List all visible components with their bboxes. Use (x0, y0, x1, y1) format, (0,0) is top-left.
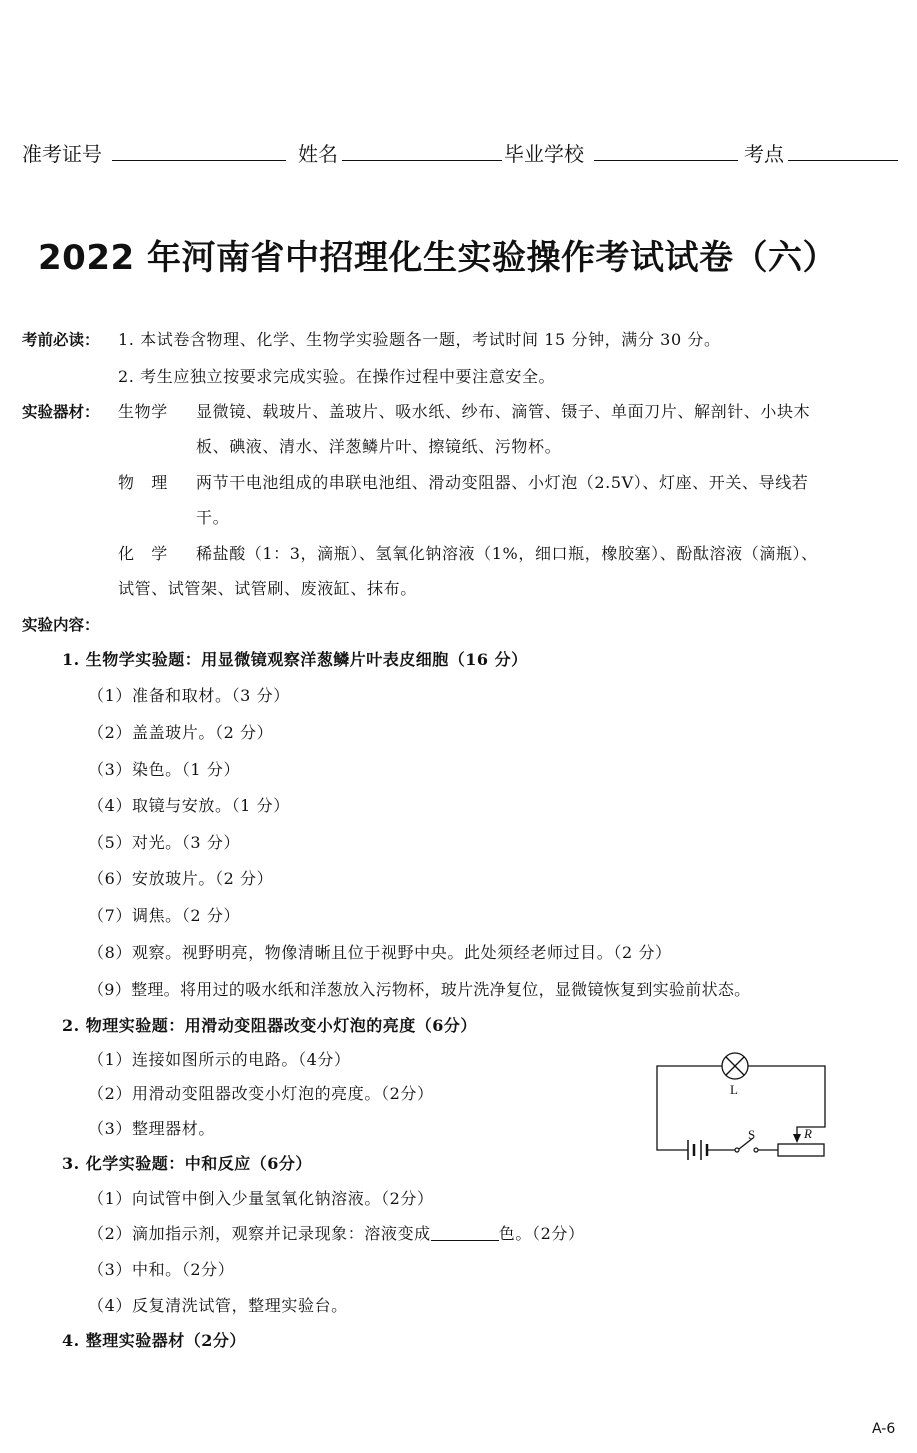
site-label: 考点 (744, 142, 784, 166)
school-label: 毕业学校 (504, 142, 584, 166)
lamp-icon (722, 1053, 748, 1079)
physics-label: 物 理 (118, 473, 168, 492)
page-title: 2022 年河南省中招理化生实验操作考试试卷（六） (38, 238, 837, 278)
q2-title: 2. 物理实验题：用滑动变阻器改变小灯泡的亮度（6分） (62, 1016, 477, 1035)
switch-label: S (748, 1127, 756, 1142)
site-field[interactable] (788, 160, 898, 161)
q1-step: （6）安放玻片。（2 分） (88, 869, 274, 888)
school-field[interactable] (594, 160, 738, 161)
exam-id-field[interactable] (112, 160, 286, 161)
wire (657, 1066, 722, 1150)
circuit-diagram (650, 1048, 835, 1164)
biology-equipment: 显微镜、载玻片、盖玻片、吸水纸、纱布、滴管、镊子、单面刀片、解剖针、小块木 (196, 402, 811, 421)
battery-icon (688, 1140, 707, 1160)
q1-step: （1）准备和取材。（3 分） (88, 686, 290, 705)
q3-title: 3. 化学实验题：中和反应（6分） (62, 1154, 312, 1173)
exam-id-label: 准考证号 (22, 142, 102, 166)
q3-step: （1）向试管中倒入少量氢氧化钠溶液。（2分） (88, 1189, 434, 1208)
q3-step: （4）反复清洗试管，整理实验台。 (88, 1296, 348, 1315)
chemistry-equipment: 试管、试管架、试管刷、废液缸、抹布。 (118, 579, 417, 598)
name-field[interactable] (342, 160, 502, 161)
physics-equipment: 干。 (196, 508, 230, 527)
q2-step: （1）连接如图所示的电路。（4分） (88, 1050, 351, 1069)
q1-step: （7）调焦。（2 分） (88, 906, 241, 925)
q1-step: （9）整理。将用过的吸水纸和洋葱放入污物杯，玻片洗净复位，显微镜恢复到实验前状态。 (88, 980, 751, 999)
q1-step: （8）观察。视野明亮，物像清晰且位于视野中央。此处须经老师过目。（2 分） (88, 943, 672, 962)
notice-item: 2. 考生应独立按要求完成实验。在操作过程中要注意安全。 (118, 367, 556, 386)
rheostat-icon (778, 1134, 824, 1156)
biology-label: 生物学 (118, 402, 168, 421)
rheostat-label: R (804, 1126, 812, 1141)
q2-step: （3）整理器材。 (88, 1119, 215, 1138)
q1-step: （5）对光。（3 分） (88, 833, 241, 852)
q3-step-2-text: （2）滴加指示剂，观察并记录现象：溶液变成 (88, 1224, 431, 1243)
q3-step-2-tail: 色。（2分） (498, 1224, 585, 1243)
wire (748, 1066, 825, 1134)
page-code: A-6 (872, 1421, 896, 1437)
q2-step: （2）用滑动变阻器改变小灯泡的亮度。（2分） (88, 1084, 434, 1103)
notice-item: 1. 本试卷含物理、化学、生物学实验题各一题，考试时间 15 分钟，满分 30 分。 (118, 330, 721, 349)
equipment-label: 实验器材： (22, 403, 100, 421)
notice-label: 考前必读： (22, 331, 100, 349)
q1-title: 1. 生物学实验题：用显微镜观察洋葱鳞片叶表皮细胞（16 分） (62, 650, 528, 669)
q1-step: （2）盖盖玻片。（2 分） (88, 723, 274, 742)
content-label: 实验内容： (22, 616, 100, 634)
physics-equipment: 两节干电池组成的串联电池组、滑动变阻器、小灯泡（2.5V）、灯座、开关、导线若 (196, 473, 809, 492)
lamp-label: L (730, 1082, 738, 1097)
chemistry-label: 化 学 (118, 544, 168, 563)
biology-equipment: 板、碘液、清水、洋葱鳞片叶、擦镜纸、污物杯。 (196, 437, 562, 456)
color-answer-blank[interactable] (431, 1224, 499, 1241)
q1-step: （4）取镜与安放。（1 分） (88, 796, 290, 815)
q1-step: （3）染色。（1 分） (88, 760, 241, 779)
q3-step-2 (88, 1221, 585, 1244)
chemistry-equipment: 稀盐酸（1：3，滴瓶）、氢氧化钠溶液（1%，细口瓶，橡胶塞）、酚酞溶液（滴瓶）、 (196, 544, 818, 563)
q3-step: （3）中和。（2分） (88, 1260, 235, 1279)
name-label: 姓名 (298, 142, 338, 166)
q4-title: 4. 整理实验器材（2分） (62, 1331, 246, 1350)
